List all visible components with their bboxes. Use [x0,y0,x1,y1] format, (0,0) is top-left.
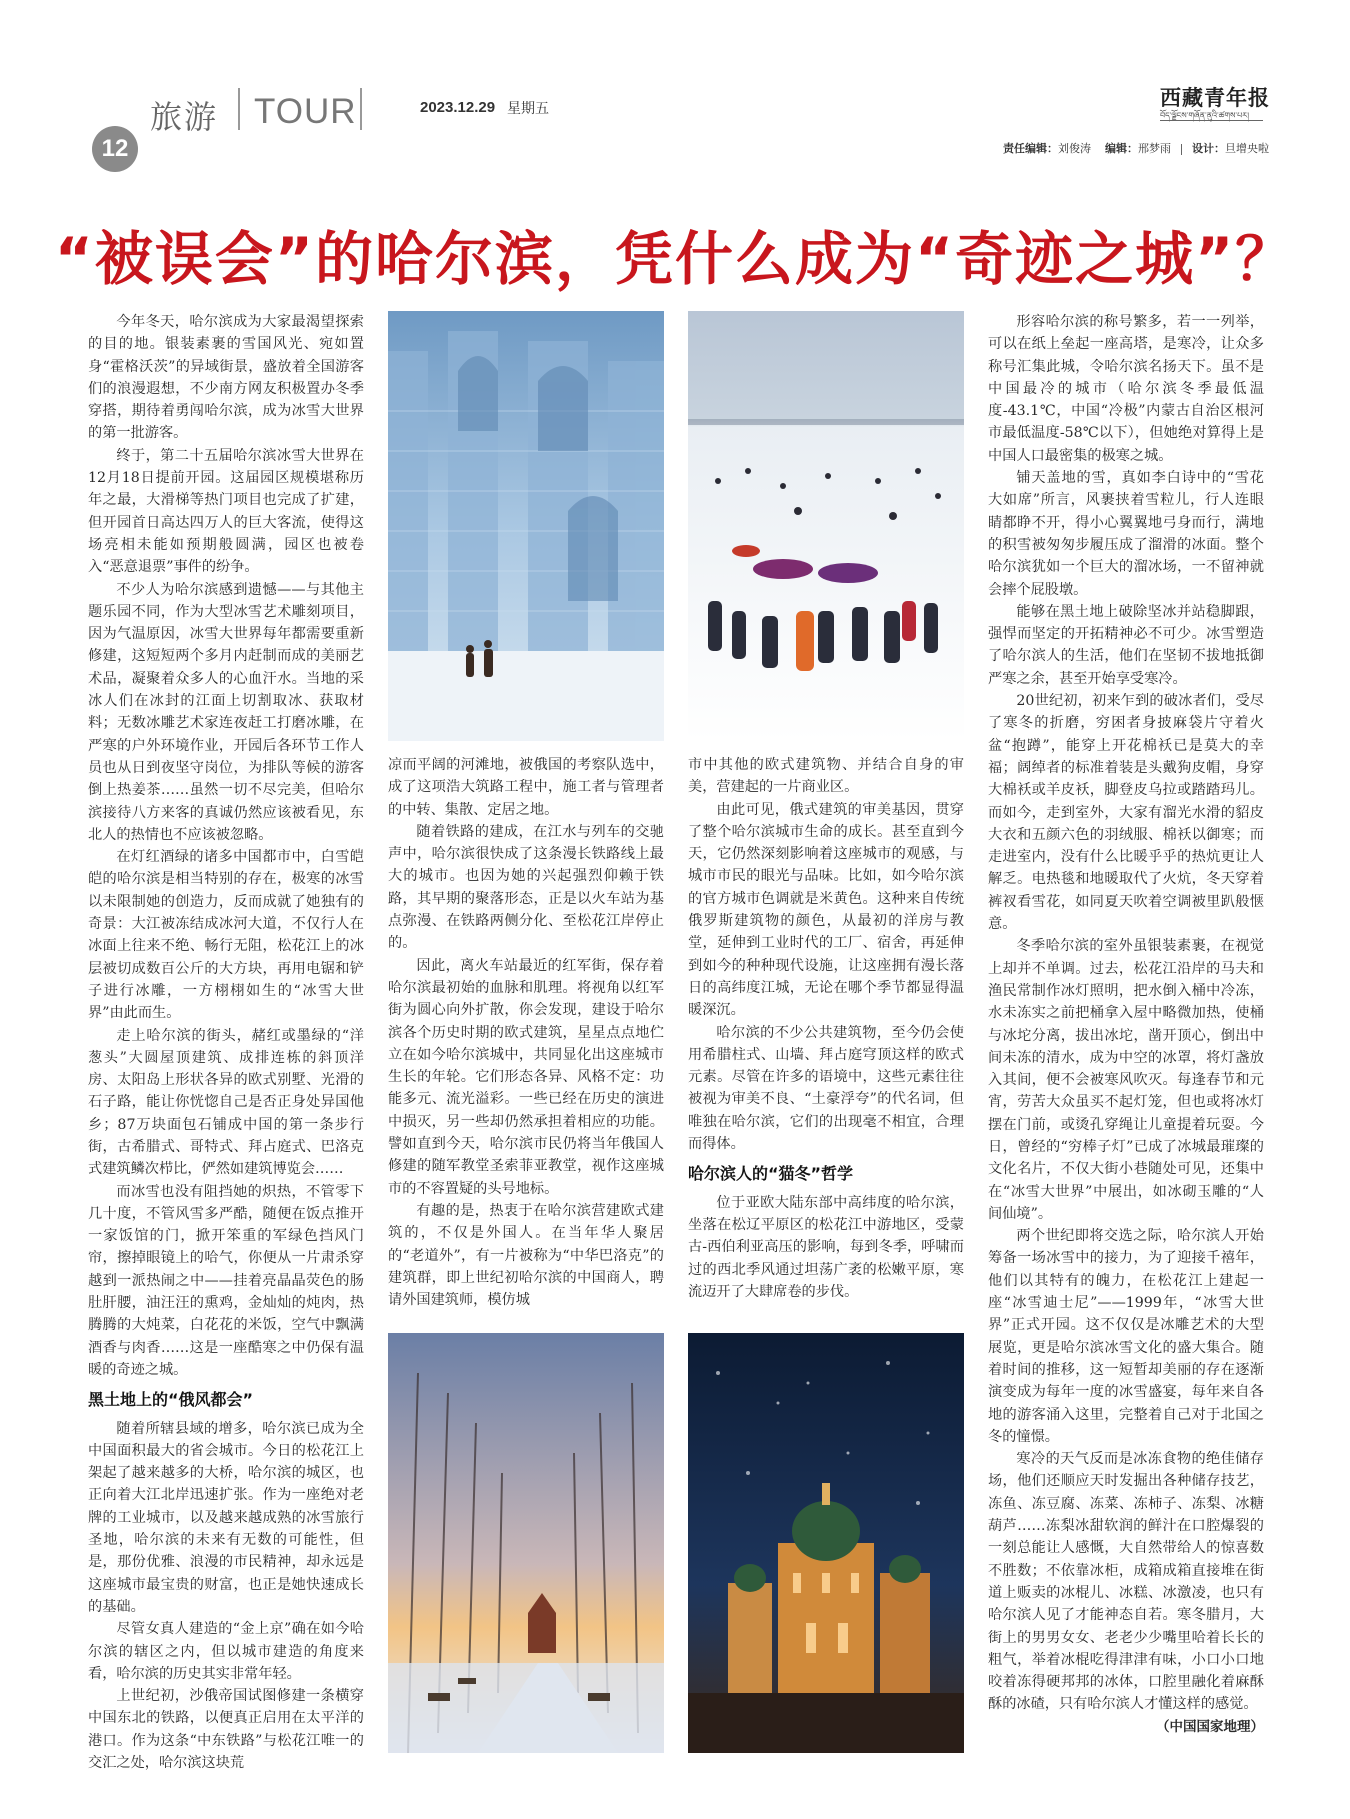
newspaper-name-tibetan: བོད་ལྗོངས་གཞོན་ནུའི་ཚགས་པར། [1160,111,1249,120]
paragraph: 寒冷的天气反而是冰冻食物的绝佳储存场，他们还顺应天时发掘出各种储存技艺，冻鱼、冻豆腐、冻菜、冻柿子、冻梨、冰糖葫芦……冻梨冰甜软润的鲜汁在口腔爆裂的一刻总能让人感慨，大自然带给人的惊喜数不胜数；不依靠冰柜，成箱成箱直接堆在街道上贩卖的冰棍儿、冰糕、冰激凌，也只有哈尔滨人见了才能神态自若。寒冬腊月，大街上的男男女女、老老少少嘴里哈着长长的粗气，举着冰棍吃得津津有味，小口小口地咬着冻得硬邦邦的冰体，口腔里融化着麻酥酥的冰碴，只有哈尔滨人才懂这样的感觉。 [988,1451,1264,1713]
st-sophia-cathedral-night-photo [688,1333,964,1753]
paragraph: 在灯红酒绿的诸多中国都市中，白雪皑皑的哈尔滨是相当特别的存在，极寒的冰雪以未限制她的创造力，反而成就了她独有的奇景：大江被冻结成冰河大道，不仅行人在冰面上往来不绝、畅行无阻，松花江上的冰层被切成数百公斤的大方块，再用电锯和铲子进行冰雕，一方栩栩如生的“冰雪大世界”由此而生。 [88,849,364,1022]
editor-value: 刘俊涛 [1058,142,1091,155]
issue-weekday: 星期五 [507,101,549,117]
editor-label: 责任编辑： [1003,142,1058,155]
subheading-hibernation: 哈尔滨人的“猫冬”哲学 [688,1164,854,1184]
section-divider [238,88,240,130]
editor2-value: 邢梦雨 [1138,142,1171,155]
paragraph: 两个世纪即将交选之际，哈尔滨人开始筹备一场冰雪中的接力，为了迎接千禧年，他们以其特有的魄力，在松花江上建起一座“冰雪迪士尼”——1999年，“冰雪大世界”正式开园。这不仅仅是冰雕艺术的大型展览，更是哈尔滨冰雪文化的盛大集合。随着时间的推移，这一短暂却美丽的存在逐渐演变成为每年一度的冰雪盛宴，每年来自各地的游客涌入这里，完整着自己对于北国之冬的憧憬。 [988,1228,1264,1445]
paragraph: 20世纪初，初来乍到的破冰者们，受尽了寒冬的折磨，穷困者身披麻袋片守着火盆“抱蹲”，能穿上开花棉袄已是莫大的幸福；阔绰者的标准着装是头戴狗皮帽，身穿大棉袄或羊皮袄，脚登皮乌拉或踏踏玛儿。而如今，走到室外，大家有溜光水滑的貂皮大衣和五颜六色的羽绒服、棉袄以御寒；而走进室内，没有什么比暖乎乎的热炕更让人解乏。电热毯和地暖取代了火炕，冬天穿着裤衩看雪花，如同夏天吹着空调被里趴般惬意。 [988,693,1264,933]
paragraph: 位于亚欧大陆东部中高纬度的哈尔滨，坐落在松辽平原区的松花江中游地区，受蒙古-西伯利亚高压的影响，每到冬季，呼啸而过的西北季风通过坦荡广袤的松嫩平原，寒流迈开了大肆席卷的步伐。 [688,1194,964,1300]
masthead-rule [1160,120,1263,121]
paragraph: 尽管女真人建造的“金上京”确在如今哈尔滨的辖区之内，但以城市建造的角度来看，哈尔滨的历史其实非常年轻。 [88,1621,364,1682]
design-label: 设计： [1192,142,1225,155]
paragraph: 由此可见，俄式建筑的审美基因，贯穿了整个哈尔滨城市生命的成长。甚至直到今天，它仍然深刻影响着这座城市的观感，与城市市民的眼光与品味。比如，如今哈尔滨的官方城市色调就是米黄色。这种来自传统俄罗斯建筑物的颜色，从最初的洋房与教堂，延伸到工业时代的工厂、宿舍，再延伸到如今的种种现代设施，让这座拥有漫长落日的高纬度江城，无论在哪个季节都显得温暖深沉。 [688,801,964,1019]
paragraph: 铺天盖地的雪，真如李白诗中的“雪花大如席”所言，风裹挟着雪粒儿，行人连眼睛都睁不开，得小心翼翼地弓身而行，满地的积雪被匆匆步履压成了溜滑的冰面。整个哈尔滨犹如一个巨大的溜冰场，一不留神就会摔个屁股墩。 [988,470,1264,598]
paragraph: 不少人为哈尔滨感到遗憾——与其他主题乐园不同，作为大型冰雪艺术雕刻项目，因为气温原因，冰雪大世界每年都需要重新修建，这短短两个多月内赶制而成的美丽艺术品，凝聚着众多人的心血汗水。当地的采冰人们在冰封的江面上切割取冰、获取材料；无数冰雕艺术家连夜赶工打磨冰雕，在严寒的户外环境作业，开园后各环节工作人员也从日到夜坚守岗位，为排队等候的游客倒上热姜茶……虽然一切不尽完美，但哈尔滨接待八方来客的真诚仍然应该被看见，东北人的热情也不应该被忽略。 [88,581,364,843]
paragraph: 走上哈尔滨的街头，赭红或墨绿的“洋葱头”大圆屋顶建筑、成排连栋的斜顶洋房、太阳岛上形状各异的欧式别墅、光滑的石子路，能让你恍惚自己是否正身处异国他乡；87万块面包石铺成中国的第一条步行街，古希腊式、哥特式、拜占庭式、巴洛克式建筑鳞次栉比，俨然如建筑博览会…… [88,1027,364,1178]
issue-date: 2023.12.29 [420,99,496,116]
paragraph: 随着所辖县域的增多，哈尔滨已成为全中国面积最大的省会城市。今日的松花江上架起了越来越多的大桥，哈尔滨的城区，也正向着大江北岸迅速扩张。作为一座绝对老牌的工业城市，以及越来越成熟的冰雪旅行圣地，哈尔滨的未来有无数的可能性，但是，那份优雅、浪漫的市民精神，却永远是这座城市最宝贵的财富，也正是她快速成长的基础。 [88,1420,364,1615]
subheading-russian-metropolis: 黑土地上的“俄风都会” [88,1390,254,1410]
snowy-birch-avenue-photo [388,1333,664,1753]
paragraph: 而冰雪也没有阻挡她的炽热，不管零下几十度，不管风雪多严酷，随便在饭点推开一家饭馆的门，掀开笨重的军绿色挡风门帘，擦掉眼镜上的哈气，你便从一片肃杀穿越到一派热闹之中——挂着亮晶晶荧色的肠肚肝腰，油汪汪的熏鸡，金灿灿的炖肉，热腾腾的大炖菜，白花花的米饭，空气中飘满酒香与肉香……这是一座酷寒之中仍保有温暖的奇迹之城。 [88,1183,364,1378]
editor-credits [1003,140,1269,156]
paragraph: 随着铁路的建成，在江水与列车的交驰声中，哈尔滨很快成了这条漫长铁路线上最大的城市。也因为她的兴起强烈仰赖于铁路，其早期的聚落形态，正是以火车站为基点弥漫、在铁路两侧分化、至松花江岸停止的。 [388,823,664,952]
article-title: “被误会”的哈尔滨，凭什么成为“奇迹之城”？ [54,225,1296,293]
paragraph: 凉而平阔的河滩地，被俄国的考察队选中，成了这项浩大筑路工程中，施工者与管理者的中转、集散、定居之地。 [388,757,664,818]
paragraph: 因此，离火车站最近的红军街，保存着哈尔滨最初始的血脉和肌理。将视角以红军街为圆心向外扩散，你会发现，建设于哈尔滨各个历史时期的欧式建筑，星星点点地伫立在如今哈尔滨城中，共同显化出这座城市生长的年轮。它们形态各异、风格不定：功能多元、流光溢彩。一些已经在历史的演进中损灭，另一些却仍然承担着相应的功能。譬如直到今天，哈尔滨市民仍将当年俄国人修建的随军教堂圣索菲亚教堂，视作这座城市的不容置疑的头号地标。 [388,957,664,1197]
paragraph: 能够在黑土地上破除坚冰并站稳脚跟，强悍而坚定的开拓精神必不可少。冰雪塑造了哈尔滨人的生活，他们在坚韧不拔地抵御严寒之余，甚至开始享受寒冷。 [988,603,1264,687]
article-column-1 [88,311,364,1774]
frozen-river-crowd-photo [688,311,964,741]
paragraph: 哈尔滨的不少公共建筑物，至今仍会使用希腊柱式、山墙、拜占庭穹顶这样的欧式元素。尽管在许多的语境中，这些元素往往被视为审美不良、“土豪浮夸”的代名词，但唯独在哈尔滨，它们的出现毫不相宜，合理而得体。 [688,1024,964,1153]
section-name-en: TOUR [254,92,357,131]
paragraph: 有趣的是，热衷于在哈尔滨营建欧式建筑的，不仅是外国人。在当年华人聚居的“老道外”，有一片被称为“中华巴洛克”的建筑群，即上世纪初哈尔滨的中国商人，聘请外国建筑师，模仿城 [388,1202,664,1309]
editor2-label: 编辑： [1105,142,1138,155]
article-column-4 [988,311,1264,1738]
design-value: 旦增央啦 [1225,142,1269,155]
paragraph: 形容哈尔滨的称号繁多，若一一列举，可以在纸上垒起一座高塔，是寒冷，让众多称号汇集此城，令哈尔滨名扬天下。虽不是中国最冷的城市（哈尔滨冬季最低温度-43.1℃，中国“冷极”内蒙古自治区根河市最低温度-58℃以下），但她绝对算得上是中国人口最密集的极寒之城。 [988,314,1264,464]
section-divider-right [360,88,362,130]
article-column-3 [688,754,964,1303]
paragraph: 市中其他的欧式建筑物、并结合自身的审美，营建起的一片商业区。 [688,757,964,796]
page-number-badge: 12 [92,126,138,172]
paragraph: 终于，第二十五届哈尔滨冰雪大世界在12月18日提前开园。这届园区规模堪称历年之最，大滑梯等热门项目也完成了扩建，但开园首日高达四万人的巨大客流，使得这场亮相未能如预期般圆满，园区也被卷入“恶意退票”事件的纷争。 [88,447,364,576]
paragraph: 上世纪初，沙俄帝国试图修建一条横穿中国东北的铁路，以便真正启用在太平洋的港口。作为这条“中东铁路”与松花江唯一的交汇之处，哈尔滨这块荒 [88,1688,364,1771]
paragraph: 冬季哈尔滨的室外虽银装素裹，在视觉上却并不单调。过去，松花江沿岸的马夫和渔民常制作冰灯照明，把水倒入桶中冷冻，水未冻实之前把桶拿入屋中略微加热，使桶与冰坨分离，拔出冰坨，凿开顶心，倒出中间未冻的清水，成为中空的冰罩，将灯盏放入其间，便不会被寒风吹灭。每逢春节和元宵，劳苦大众虽买不起灯笼，但也或将冰灯摆在门前，或烫孔穿绳让儿童提着玩耍。今日，曾经的“穷棒子灯”已成了冰城最璀璨的文化名片，不仅大街小巷随处可见，还集中在“冰雪大世界”中展出，如冰砌玉雕的“人间仙境”。 [988,938,1264,1222]
newspaper-name: 西藏青年报 [1160,85,1270,110]
paragraph: 今年冬天，哈尔滨成为大家最渴望探索的目的地。银装素裹的雪国风光、宛如置身“霍格沃茨”的异域街景，盛放着全国游客们的浪漫遐想，不少南方网友积极置办冬季穿搭，期待着勇闯哈尔滨，成为冰雪大世界的第一批游客。 [88,314,364,442]
ice-castle-photo [388,311,664,741]
article-column-2 [388,754,664,1311]
article-source: （中国国家地理） [1156,1718,1264,1735]
section-name-cn: 旅游 [150,98,219,136]
